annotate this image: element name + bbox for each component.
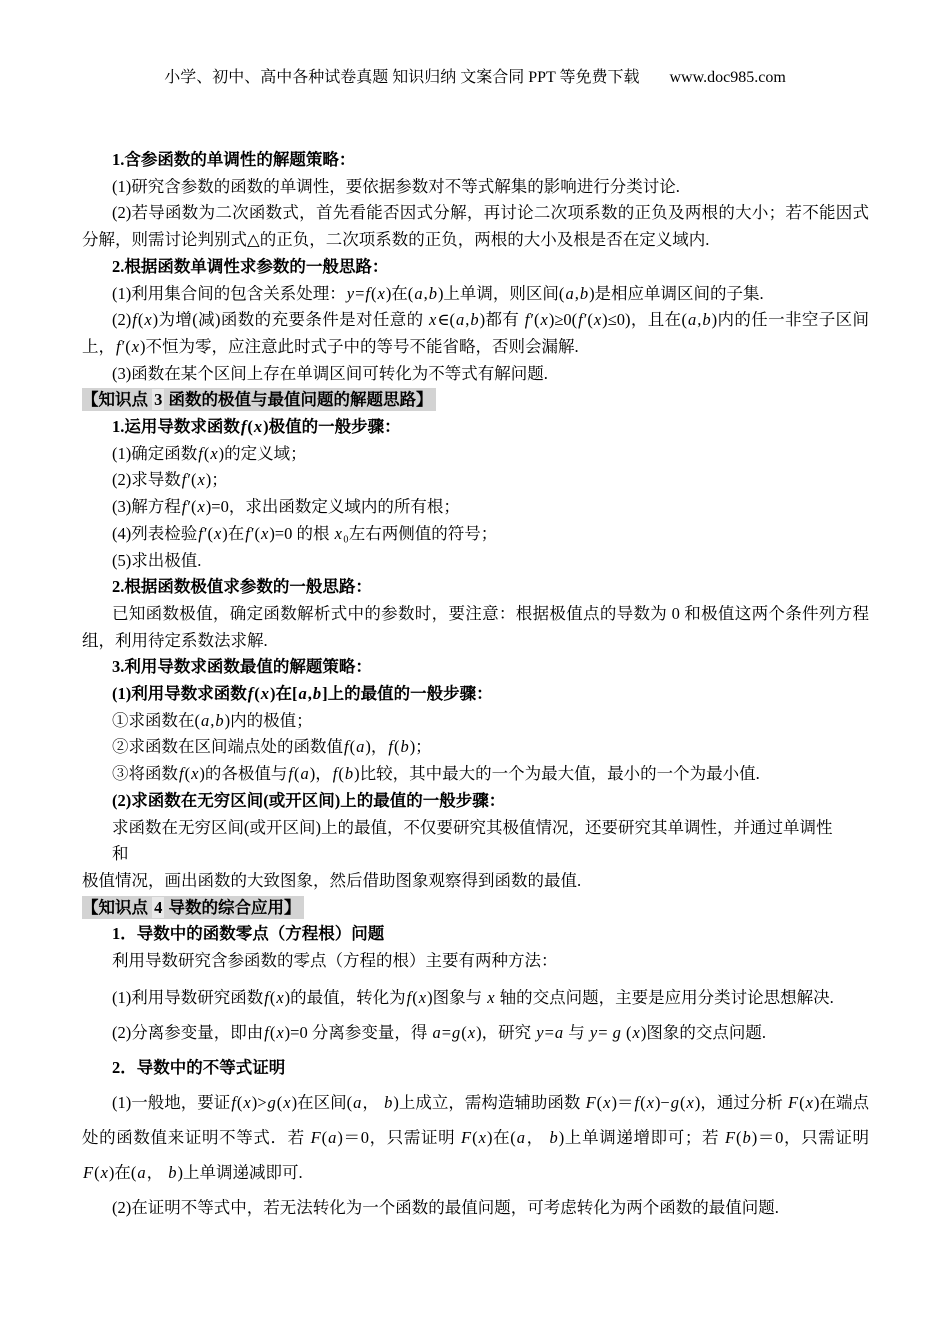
paragraph: 和: [112, 844, 129, 864]
sub-heading: 1.含参函数的单调性的解题策略：: [112, 150, 356, 169]
paragraph: 极值情况，画出函数的大致图象，然后借助图象观察得到函数的最值.: [82, 870, 582, 890]
section-heading: [82, 895, 869, 922]
paragraph: ①求函数在(a,b)内的极值；: [112, 710, 313, 730]
sub-heading: 2.根据函数单调性求参数的一般思路：: [112, 256, 389, 276]
paragraph: (2)求导数f′(x)；: [112, 470, 228, 490]
paragraph: (2)在证明不等式中，若无法转化为一个函数的最值问题，可考虑转化为两个函数的最值问题.: [112, 1197, 779, 1217]
paragraph: (1)一般地，要证f(x)>g(x)在区间(a， b)上成立，需构造辅助函数 F(x)＝f(x)−g(x)，通过分析 F(x)在端点处的函数值来证明不等式．若 F(a)＝0，只需证明 F(x)在(a， b)上单调递增即可；若 F(b)＝0，只需证明 F(x)在(a， b)上单调递减即可.: [82, 1092, 870, 1182]
section-heading-highlight: 【知识点 4 导数的综合应用】: [82, 896, 304, 919]
paragraph: (5)求出极值.: [112, 550, 202, 570]
sub-heading: (1)利用导数求函数f(x)在[a,b]上的最值的一般步骤：: [112, 684, 493, 704]
sub-heading: 2.根据函数极值求参数的一般思路：: [112, 577, 372, 597]
sub-heading: 1.运用导数求函数f(x)极值的一般步骤：: [112, 417, 401, 437]
paragraph: (2)分离参变量，即由f(x)=0 分离参变量，得 a=g(x)，研究 y=a 与 y= g (x)图象的交点问题.: [112, 1022, 766, 1042]
paragraph: ②求函数在区间端点处的函数值f(a)，f(b)；: [112, 737, 432, 757]
paragraph: (1)研究含参数的函数的单调性，要依据参数对不等式解集的影响进行分类讨论.: [112, 176, 680, 196]
header-tagline: 小学、初中、高中各种试卷真题 知识归纳 文案合同 PPT 等免费下载: [164, 69, 640, 86]
sub-heading: 1．导数中的函数零点（方程根）问题: [112, 924, 385, 944]
sub-heading: 2．导数中的不等式证明: [112, 1057, 286, 1077]
paragraph: (1)确定函数f(x)的定义域；: [112, 443, 307, 463]
section-heading: [82, 387, 869, 414]
document-body: [82, 147, 869, 1225]
paragraph: 利用导数研究含参函数的零点（方程的根）主要有两种方法：: [112, 951, 558, 971]
section-heading-highlight: 【知识点 3 函数的极值与最值问题的解题思路】: [82, 388, 436, 411]
header-url[interactable]: www.doc985.com: [669, 69, 786, 86]
paragraph: (2)f(x)为增(减)函数的充要条件是对任意的 x∈(a,b)都有 f′(x)≥0(f′(x)≤0)，且在(a,b)内的任一非空子区间上，f′(x)不恒为零，应注意此时式子中的等号不能省略，否则会漏解.: [82, 310, 869, 356]
paragraph: 求函数在无穷区间(或开区间)上的最值，不仅要研究其极值情况，还要研究其单调性，并通过单调性: [112, 817, 833, 837]
paragraph: 已知函数极值，确定函数解析式中的参数时，要注意：根据极值点的导数为 0 和极值这两个条件列方程组，利用待定系数法求解.: [82, 603, 869, 650]
paragraph: (1)利用集合间的包含关系处理：y=f(x)在(a,b)上单调，则区间(a,b)是相应单调区间的子集.: [112, 283, 764, 303]
sub-heading: 3.利用导数求函数最值的解题策略：: [112, 657, 372, 677]
paragraph: ③将函数f(x)的各极值与f(a)，f(b)比较，其中最大的一个为最大值，最小的一个为最小值.: [112, 764, 760, 784]
section-number: 4: [154, 897, 163, 917]
section-number: 3: [154, 390, 163, 410]
page-header: [0, 68, 950, 88]
paragraph: (3)解方程f′(x)=0，求出函数定义域内的所有根；: [112, 497, 460, 517]
paragraph: (4)列表检验f′(x)在f′(x)=0 的根 x₀左右两侧值的符号；: [112, 523, 498, 543]
paragraph: (1)利用导数研究函数f(x)的最值，转化为f(x)图象与 x 轴的交点问题，主要是应用分类讨论思想解决.: [112, 987, 834, 1007]
paragraph: (2)若导函数为二次函数式，首先看能否因式分解，再讨论二次项系数的正负及两根的大小；若不能因式分解，则需讨论判别式△的正负，二次项系数的正负，两根的大小及根是否在定义域内.: [82, 203, 869, 250]
paragraph: (3)函数在某个区间上存在单调区间可转化为不等式有解问题.: [112, 363, 548, 383]
sub-heading: (2)求函数在无穷区间(或开区间)上的最值的一般步骤：: [112, 790, 506, 810]
